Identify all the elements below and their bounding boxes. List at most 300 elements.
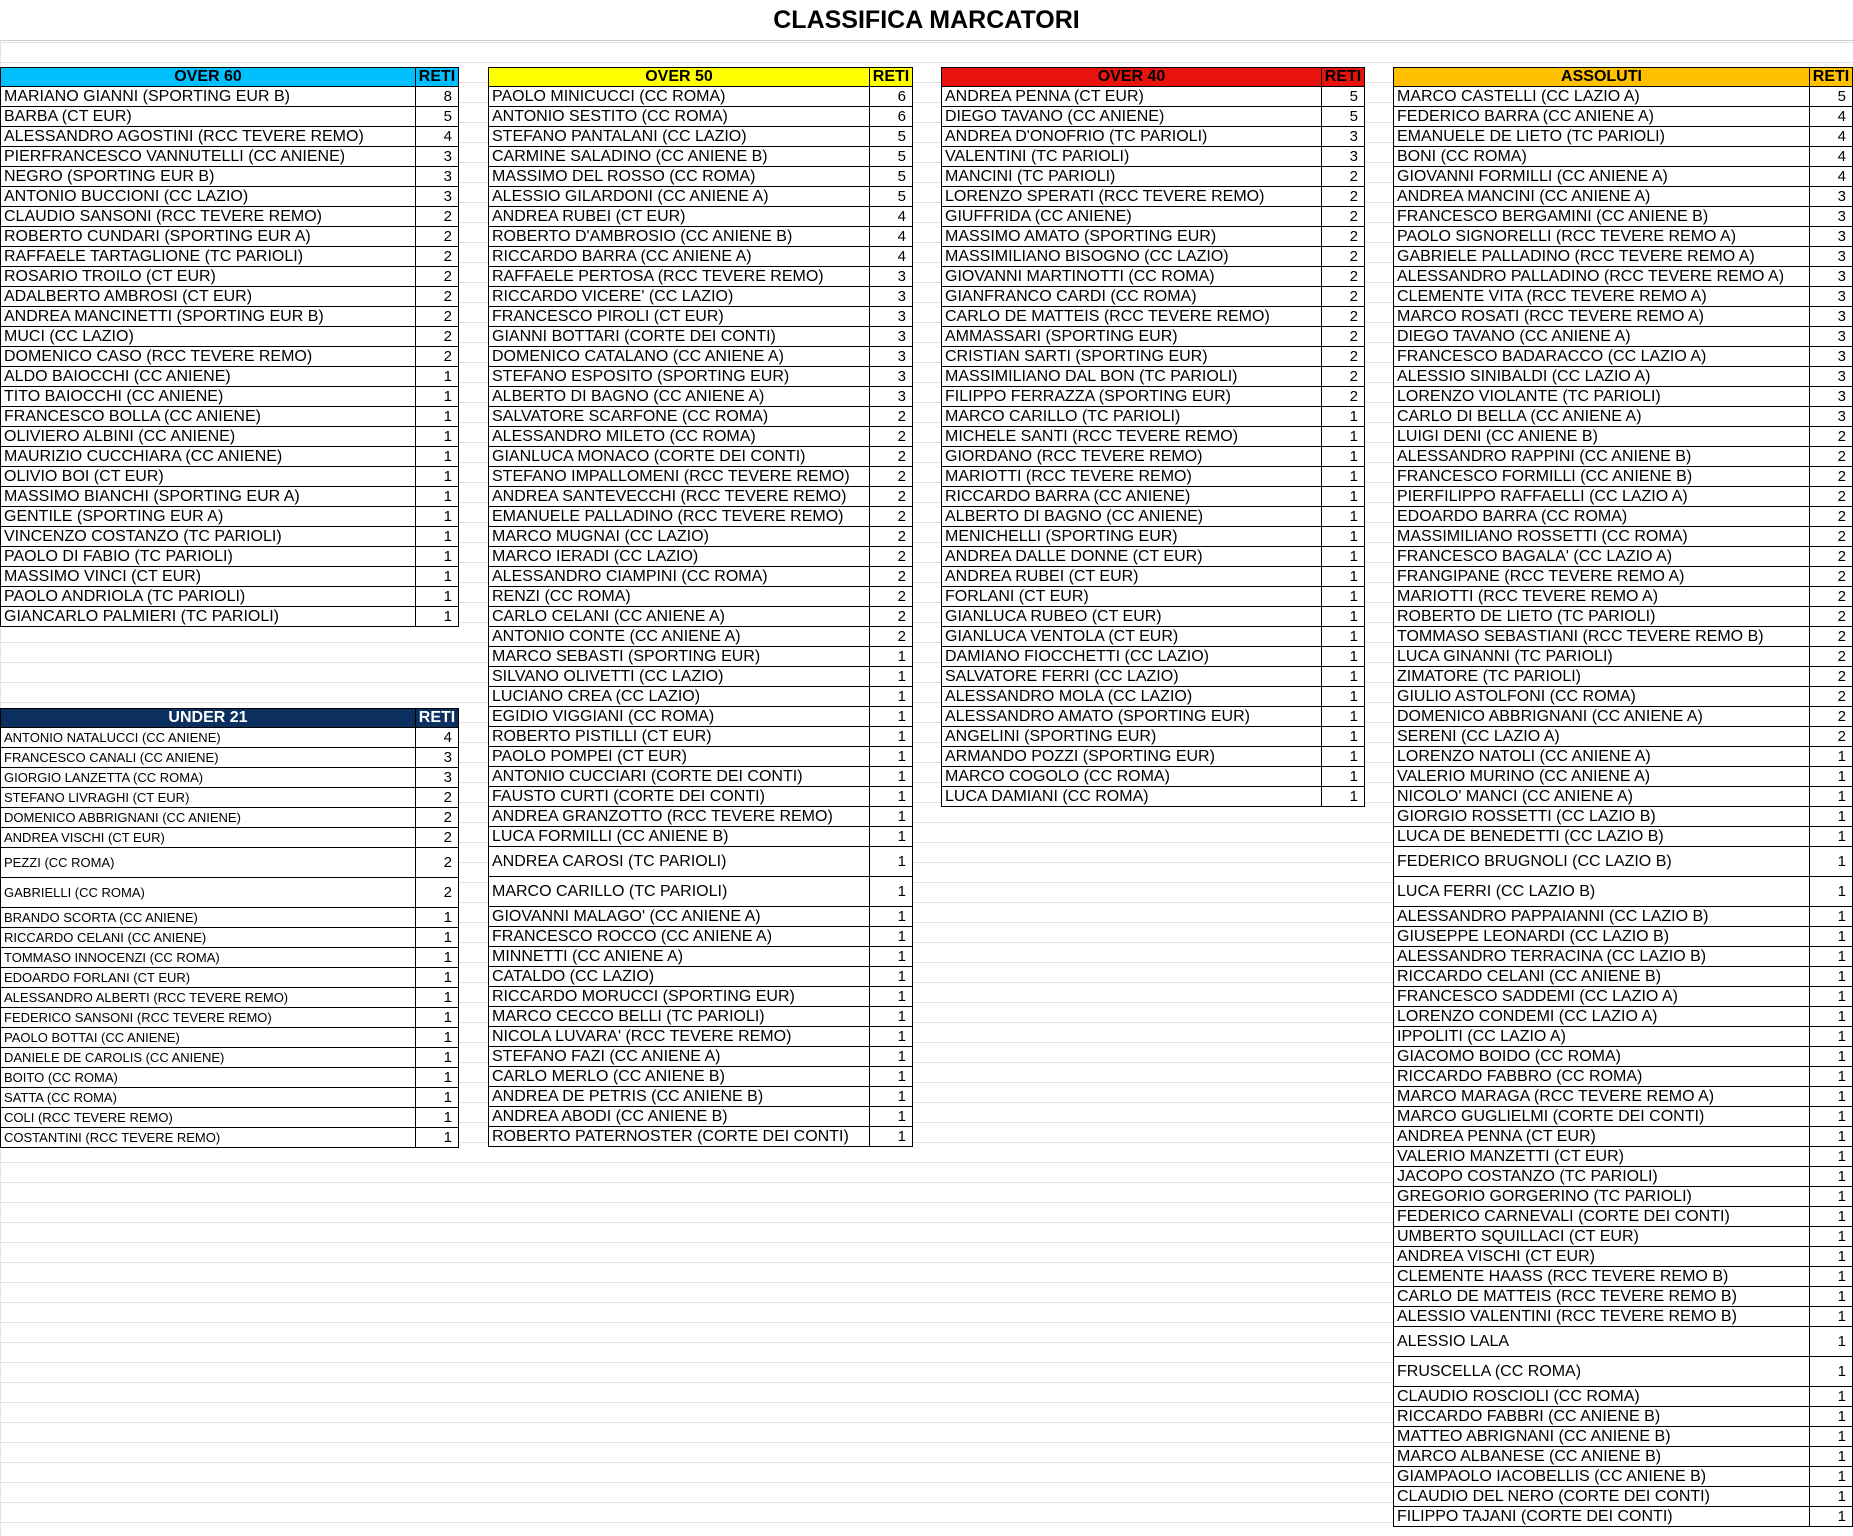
player-name: MARCO CASTELLI (CC LAZIO A) <box>1394 87 1810 106</box>
table-row <box>1393 1387 1853 1407</box>
goals-count: 1 <box>897 968 906 985</box>
goals-count: 5 <box>897 148 906 165</box>
player-name: FRANGIPANE (RCC TEVERE REMO A) <box>1394 567 1810 586</box>
table-row <box>1393 347 1853 367</box>
goals-count: 1 <box>897 988 906 1005</box>
table-row <box>488 207 913 227</box>
goals-count: 2 <box>897 508 906 525</box>
player-name: CARLO CELANI (CC ANIENE A) <box>489 607 870 626</box>
category-heading: UNDER 21 <box>1 709 416 727</box>
player-name: RICCARDO VICERE' (CC LAZIO) <box>489 287 870 306</box>
table-row <box>488 587 913 607</box>
goals-count: 1 <box>1837 1188 1846 1205</box>
goals-count: 1 <box>897 728 906 745</box>
player-name: MASSIMO BIANCHI (SPORTING EUR A) <box>1 487 416 506</box>
player-name: STEFANO PANTALANI (CC LAZIO) <box>489 127 870 146</box>
page-title: CLASSIFICA MARCATORI <box>0 0 1853 41</box>
goals-count: 1 <box>1837 928 1846 945</box>
player-name: GIUFFRIDA (CC ANIENE) <box>942 207 1322 226</box>
table-row <box>0 87 459 107</box>
player-name: FRANCESCO BAGALA' (CC LAZIO A) <box>1394 547 1810 566</box>
player-name: FILIPPO FERRAZZA (SPORTING EUR) <box>942 387 1322 406</box>
player-name: ARMANDO POZZI (SPORTING EUR) <box>942 747 1322 766</box>
table-row <box>1393 707 1853 727</box>
player-name: ZIMATORE (TC PARIOLI) <box>1394 667 1810 686</box>
table-row <box>488 727 913 747</box>
player-name: CARLO DI BELLA (CC ANIENE A) <box>1394 407 1810 426</box>
player-name: CLEMENTE VITA (RCC TEVERE REMO A) <box>1394 287 1810 306</box>
goals-count: 1 <box>443 448 452 465</box>
goals-count: 1 <box>1837 768 1846 785</box>
goals-count: 2 <box>897 488 906 505</box>
player-name: NEGRO (SPORTING EUR B) <box>1 167 416 186</box>
player-name: STEFANO IMPALLOMENI (RCC TEVERE REMO) <box>489 467 870 486</box>
goals-count: 1 <box>1349 728 1358 745</box>
goals-count: 1 <box>1837 1068 1846 1085</box>
table-row <box>488 967 913 987</box>
goals-count: 1 <box>1837 1333 1846 1350</box>
table-row <box>941 287 1365 307</box>
table-row <box>941 507 1365 527</box>
player-name: ALESSIO VALENTINI (RCC TEVERE REMO B) <box>1394 1307 1810 1326</box>
goals-count: 1 <box>1349 628 1358 645</box>
player-name: MATTEO ABRIGNANI (CC ANIENE B) <box>1394 1427 1810 1446</box>
player-name: COSTANTINI (RCC TEVERE REMO) <box>1 1128 416 1147</box>
table-row <box>0 267 459 287</box>
goals-count: 2 <box>897 588 906 605</box>
table-row <box>488 307 913 327</box>
player-name: MASSIMILIANO BISOGNO (CC LAZIO) <box>942 247 1322 266</box>
goals-count: 1 <box>443 1069 452 1086</box>
table-row <box>488 907 913 927</box>
goals-count: 1 <box>1349 588 1358 605</box>
table-row <box>1393 827 1853 847</box>
player-name: MASSIMO AMATO (SPORTING EUR) <box>942 227 1322 246</box>
player-name: ANGELINI (SPORTING EUR) <box>942 727 1322 746</box>
goals-count: 1 <box>1837 1408 1846 1425</box>
player-name: ANDREA SANTEVECCHI (RCC TEVERE REMO) <box>489 487 870 506</box>
player-name: ANTONIO CUCCIARI (CORTE DEI CONTI) <box>489 767 870 786</box>
table-row <box>488 807 913 827</box>
goals-count: 4 <box>897 248 906 265</box>
goals-count: 1 <box>1837 1388 1846 1405</box>
table-over-50 <box>488 67 913 1147</box>
table-row <box>488 247 913 267</box>
player-name: CARLO DE MATTEIS (RCC TEVERE REMO) <box>942 307 1322 326</box>
player-name: DOMENICO ABBRIGNANI (CC ANIENE) <box>1 808 416 827</box>
goals-count: 1 <box>897 928 906 945</box>
table-row <box>0 407 459 427</box>
goals-count: 3 <box>897 268 906 285</box>
player-name: LUCA GINANNI (TC PARIOLI) <box>1394 647 1810 666</box>
player-name: MASSIMILIANO DAL BON (TC PARIOLI) <box>942 367 1322 386</box>
table-row <box>1393 467 1853 487</box>
player-name: PAOLO ANDRIOLA (TC PARIOLI) <box>1 587 416 606</box>
table-row <box>1393 1247 1853 1267</box>
table-row <box>1393 367 1853 387</box>
player-name: MINNETTI (CC ANIENE A) <box>489 947 870 966</box>
table-row <box>0 788 459 808</box>
table-row <box>1393 847 1853 877</box>
player-name: EMANUELE PALLADINO (RCC TEVERE REMO) <box>489 507 870 526</box>
table-row <box>0 607 459 627</box>
goals-count: 1 <box>1837 1108 1846 1125</box>
player-name: SATTA (CC ROMA) <box>1 1088 416 1107</box>
table-row <box>488 267 913 287</box>
player-name: FRANCESCO BADARACCO (CC LAZIO A) <box>1394 347 1810 366</box>
table-row <box>941 447 1365 467</box>
player-name: ALESSANDRO CIAMPINI (CC ROMA) <box>489 567 870 586</box>
goals-count: 2 <box>443 268 452 285</box>
player-name: PIERFILIPPO RAFFAELLI (CC LAZIO A) <box>1394 487 1810 506</box>
goals-count: 1 <box>1349 448 1358 465</box>
player-name: VALERIO MURINO (CC ANIENE A) <box>1394 767 1810 786</box>
goals-count: 2 <box>1837 548 1846 565</box>
goals-count: 1 <box>1837 748 1846 765</box>
table-row <box>1393 727 1853 747</box>
player-name: ANDREA PENNA (CT EUR) <box>1394 1127 1810 1146</box>
goals-count: 1 <box>897 1048 906 1065</box>
goals-count: 1 <box>1349 548 1358 565</box>
player-name: MARCO IERADI (CC LAZIO) <box>489 547 870 566</box>
goals-count: 1 <box>443 1029 452 1046</box>
player-name: FRANCESCO FORMILLI (CC ANIENE B) <box>1394 467 1810 486</box>
table-row <box>941 487 1365 507</box>
table-row <box>941 347 1365 367</box>
player-name: DIEGO TAVANO (CC ANIENE) <box>942 107 1322 126</box>
table-row <box>1393 767 1853 787</box>
table-row <box>941 787 1365 807</box>
goals-count: 2 <box>1349 168 1358 185</box>
goals-count: 3 <box>1837 408 1846 425</box>
goals-count: 1 <box>1837 1128 1846 1145</box>
table-row <box>488 447 913 467</box>
goals-count: 1 <box>1349 528 1358 545</box>
player-name: GIACOMO BOIDO (CC ROMA) <box>1394 1047 1810 1066</box>
goals-count: 1 <box>1837 948 1846 965</box>
player-name: ANDREA D'ONOFRIO (TC PARIOLI) <box>942 127 1322 146</box>
table-row <box>1393 527 1853 547</box>
player-name: GIOVANNI MARTINOTTI (CC ROMA) <box>942 267 1322 286</box>
player-name: GIUSEPPE LEONARDI (CC LAZIO B) <box>1394 927 1810 946</box>
goals-count: 1 <box>443 929 452 946</box>
table-row <box>941 247 1365 267</box>
player-name: PEZZI (CC ROMA) <box>1 848 416 877</box>
goals-count: 1 <box>443 408 452 425</box>
goals-count: 1 <box>443 588 452 605</box>
table-row <box>1393 967 1853 987</box>
table-row <box>488 127 913 147</box>
table-row <box>1393 327 1853 347</box>
category-heading: OVER 60 <box>1 68 416 86</box>
player-name: FEDERICO BARRA (CC ANIENE A) <box>1394 107 1810 126</box>
goals-count: 5 <box>1349 108 1358 125</box>
table-row <box>488 947 913 967</box>
player-name: MUCI (CC LAZIO) <box>1 327 416 346</box>
goals-count: 1 <box>443 368 452 385</box>
player-name: EMANUELE DE LIETO (TC PARIOLI) <box>1394 127 1810 146</box>
player-name: GIANLUCA RUBEO (CT EUR) <box>942 607 1322 626</box>
goals-count: 2 <box>1349 368 1358 385</box>
goals-count: 2 <box>1837 648 1846 665</box>
goals-count: 4 <box>1837 108 1846 125</box>
table-row <box>941 767 1365 787</box>
table-row <box>0 1048 459 1068</box>
player-name: RICCARDO MORUCCI (SPORTING EUR) <box>489 987 870 1006</box>
table-row <box>1393 987 1853 1007</box>
table-row <box>1393 407 1853 427</box>
table-row <box>488 1027 913 1047</box>
table-row <box>0 347 459 367</box>
goals-count: 3 <box>1837 248 1846 265</box>
goals-count: 1 <box>1837 968 1846 985</box>
table-row <box>941 147 1365 167</box>
table-row <box>0 247 459 267</box>
player-name: GIORGIO LANZETTA (CC ROMA) <box>1 768 416 787</box>
player-name: DANIELE DE CAROLIS (CC ANIENE) <box>1 1048 416 1067</box>
goals-count: 2 <box>1837 668 1846 685</box>
goals-count: 1 <box>443 1129 452 1146</box>
goals-count: 3 <box>897 348 906 365</box>
table-row <box>488 287 913 307</box>
goals-count: 2 <box>1837 428 1846 445</box>
player-name: FRANCESCO BERGAMINI (CC ANIENE B) <box>1394 207 1810 226</box>
player-name: MARCO MUGNAI (CC LAZIO) <box>489 527 870 546</box>
goals-count: 1 <box>1349 488 1358 505</box>
player-name: FILIPPO TAJANI (CORTE DEI CONTI) <box>1394 1507 1810 1526</box>
goals-count: 3 <box>1837 228 1846 245</box>
player-name: ROBERTO PISTILLI (CT EUR) <box>489 727 870 746</box>
player-name: PAOLO BOTTAI (CC ANIENE) <box>1 1028 416 1047</box>
player-name: LORENZO CONDEMI (CC LAZIO A) <box>1394 1007 1810 1026</box>
goals-count: 1 <box>1837 1208 1846 1225</box>
table-row <box>488 1047 913 1067</box>
goals-count: 2 <box>1349 268 1358 285</box>
table-row <box>488 877 913 907</box>
player-name: ALESSANDRO MOLA (CC LAZIO) <box>942 687 1322 706</box>
goals-count: 1 <box>443 508 452 525</box>
player-name: GIORGIO ROSSETTI (CC LAZIO B) <box>1394 807 1810 826</box>
table-row <box>0 227 459 247</box>
goals-count: 4 <box>1837 168 1846 185</box>
table-row <box>0 828 459 848</box>
table-row <box>488 107 913 127</box>
player-name: ANDREA VISCHI (CT EUR) <box>1394 1247 1810 1266</box>
goals-count: 2 <box>897 428 906 445</box>
table-row <box>941 87 1365 107</box>
table-row <box>0 567 459 587</box>
goals-count: 4 <box>443 128 452 145</box>
player-name: BARBA (CT EUR) <box>1 107 416 126</box>
goals-count: 8 <box>443 88 452 105</box>
goals-count: 3 <box>1837 208 1846 225</box>
goals-count: 1 <box>897 808 906 825</box>
goals-count: 1 <box>1837 1248 1846 1265</box>
table-row <box>0 948 459 968</box>
player-name: IPPOLITI (CC LAZIO A) <box>1394 1027 1810 1046</box>
goals-count: 2 <box>443 829 452 846</box>
goals-count: 1 <box>1837 1288 1846 1305</box>
table-over-40 <box>941 67 1365 807</box>
table-row <box>941 167 1365 187</box>
table-row <box>488 387 913 407</box>
table-row <box>488 427 913 447</box>
goals-count: 1 <box>1837 1008 1846 1025</box>
player-name: MARIANO GIANNI (SPORTING EUR B) <box>1 87 416 106</box>
table-row <box>1393 307 1853 327</box>
table-row <box>1393 1007 1853 1027</box>
player-name: MARCO ALBANESE (CC ANIENE B) <box>1394 1447 1810 1466</box>
goals-count: 1 <box>443 949 452 966</box>
player-name: MANCINI (TC PARIOLI) <box>942 167 1322 186</box>
player-name: CARLO MERLO (CC ANIENE B) <box>489 1067 870 1086</box>
goals-count: 2 <box>1349 388 1358 405</box>
goals-count: 4 <box>443 729 452 746</box>
player-name: LORENZO SPERATI (RCC TEVERE REMO) <box>942 187 1322 206</box>
goals-count: 2 <box>897 468 906 485</box>
player-name: DAMIANO FIOCCHETTI (CC LAZIO) <box>942 647 1322 666</box>
table-row <box>1393 1307 1853 1327</box>
goals-count: 3 <box>1837 328 1846 345</box>
table-row <box>488 627 913 647</box>
goals-count: 1 <box>897 883 906 900</box>
table-row <box>1393 547 1853 567</box>
player-name: OLIVIERO ALBINI (CC ANIENE) <box>1 427 416 446</box>
table-row <box>488 787 913 807</box>
table-row <box>1393 1227 1853 1247</box>
player-name: VALENTINI (TC PARIOLI) <box>942 147 1322 166</box>
goals-count: 2 <box>443 348 452 365</box>
player-name: FAUSTO CURTI (CORTE DEI CONTI) <box>489 787 870 806</box>
table-row <box>941 267 1365 287</box>
table-row <box>0 1068 459 1088</box>
player-name: STEFANO LIVRAGHI (CT EUR) <box>1 788 416 807</box>
table-row <box>1393 647 1853 667</box>
goals-count: 2 <box>443 308 452 325</box>
goals-count: 1 <box>1349 708 1358 725</box>
table-under-21 <box>0 708 459 1148</box>
table-row <box>0 527 459 547</box>
goals-count: 2 <box>897 548 906 565</box>
goals-count: 2 <box>443 809 452 826</box>
table-row <box>488 847 913 877</box>
table-row <box>941 107 1365 127</box>
player-name: FRANCESCO ROCCO (CC ANIENE A) <box>489 927 870 946</box>
goals-count: 1 <box>1349 748 1358 765</box>
table-row <box>0 327 459 347</box>
table-header <box>0 708 459 728</box>
player-name: GIANCARLO PALMIERI (TC PARIOLI) <box>1 607 416 626</box>
table-row <box>1393 87 1853 107</box>
goals-count: 2 <box>1837 588 1846 605</box>
player-name: ANDREA PENNA (CT EUR) <box>942 87 1322 106</box>
player-name: GIANNI BOTTARI (CORTE DEI CONTI) <box>489 327 870 346</box>
goals-count: 1 <box>1837 1028 1846 1045</box>
player-name: FRANCESCO SADDEMI (CC LAZIO A) <box>1394 987 1810 1006</box>
table-row <box>1393 107 1853 127</box>
goals-count: 3 <box>443 749 452 766</box>
goals-count: 1 <box>897 688 906 705</box>
player-name: MASSIMO DEL ROSSO (CC ROMA) <box>489 167 870 186</box>
player-name: GREGORIO GORGERINO (TC PARIOLI) <box>1394 1187 1810 1206</box>
goals-count: 3 <box>1837 268 1846 285</box>
player-name: VINCENZO COSTANZO (TC PARIOLI) <box>1 527 416 546</box>
player-name: ANDREA RUBEI (CT EUR) <box>489 207 870 226</box>
goals-count: 1 <box>1349 688 1358 705</box>
goals-count: 1 <box>443 1109 452 1126</box>
goals-count: 1 <box>1837 788 1846 805</box>
goals-count: 1 <box>897 853 906 870</box>
goals-count: 2 <box>1837 628 1846 645</box>
table-row <box>488 647 913 667</box>
table-row <box>488 327 913 347</box>
goals-count: 2 <box>443 208 452 225</box>
goals-count: 2 <box>897 448 906 465</box>
table-row <box>941 567 1365 587</box>
table-row <box>488 147 913 167</box>
table-row <box>1393 1127 1853 1147</box>
player-name: ROBERTO DE LIETO (TC PARIOLI) <box>1394 607 1810 626</box>
goals-count: 1 <box>1837 1468 1846 1485</box>
goals-count: 1 <box>897 768 906 785</box>
player-name: GIANFRANCO CARDI (CC ROMA) <box>942 287 1322 306</box>
player-name: ALESSANDRO ALBERTI (RCC TEVERE REMO) <box>1 988 416 1007</box>
table-row <box>488 187 913 207</box>
goals-count: 1 <box>1349 408 1358 425</box>
table-row <box>1393 567 1853 587</box>
table-row <box>1393 1267 1853 1287</box>
goals-count: 1 <box>1837 908 1846 925</box>
player-name: RICCARDO FABBRI (CC ANIENE B) <box>1394 1407 1810 1426</box>
player-name: ALESSANDRO RAPPINI (CC ANIENE B) <box>1394 447 1810 466</box>
table-row <box>0 587 459 607</box>
player-name: TOMMASO SEBASTIANI (RCC TEVERE REMO B) <box>1394 627 1810 646</box>
table-row <box>0 487 459 507</box>
table-row <box>488 987 913 1007</box>
player-name: ANDREA CAROSI (TC PARIOLI) <box>489 847 870 876</box>
player-name: LUCA DE BENEDETTI (CC LAZIO B) <box>1394 827 1810 846</box>
player-name: PIERFRANCESCO VANNUTELLI (CC ANIENE) <box>1 147 416 166</box>
player-name: FEDERICO CARNEVALI (CORTE DEI CONTI) <box>1394 1207 1810 1226</box>
player-name: PAOLO POMPEI (CT EUR) <box>489 747 870 766</box>
goals-count: 1 <box>897 1128 906 1145</box>
player-name: ANDREA RUBEI (CT EUR) <box>942 567 1322 586</box>
table-row <box>941 307 1365 327</box>
table-row <box>488 507 913 527</box>
player-name: MARCO MARAGA (RCC TEVERE REMO A) <box>1394 1087 1810 1106</box>
table-row <box>0 1088 459 1108</box>
player-name: ANDREA GRANZOTTO (RCC TEVERE REMO) <box>489 807 870 826</box>
player-name: GIAMPAOLO IACOBELLIS (CC ANIENE B) <box>1394 1467 1810 1486</box>
table-row <box>0 387 459 407</box>
goals-count: 1 <box>1837 1428 1846 1445</box>
table-row <box>1393 907 1853 927</box>
player-name: SALVATORE SCARFONE (CC ROMA) <box>489 407 870 426</box>
goals-count: 6 <box>897 88 906 105</box>
table-row <box>941 467 1365 487</box>
player-name: FRUSCELLA (CC ROMA) <box>1394 1357 1810 1386</box>
table-row <box>1393 947 1853 967</box>
reti-column-header: RETI <box>872 68 910 85</box>
player-name: LUCA DAMIANI (CC ROMA) <box>942 787 1322 806</box>
goals-count: 2 <box>443 248 452 265</box>
goals-count: 3 <box>897 328 906 345</box>
player-name: MARCO SEBASTI (SPORTING EUR) <box>489 647 870 666</box>
table-row <box>0 427 459 447</box>
goals-count: 1 <box>1837 988 1846 1005</box>
player-name: DOMENICO ABBRIGNANI (CC ANIENE A) <box>1394 707 1810 726</box>
goals-count: 1 <box>443 548 452 565</box>
